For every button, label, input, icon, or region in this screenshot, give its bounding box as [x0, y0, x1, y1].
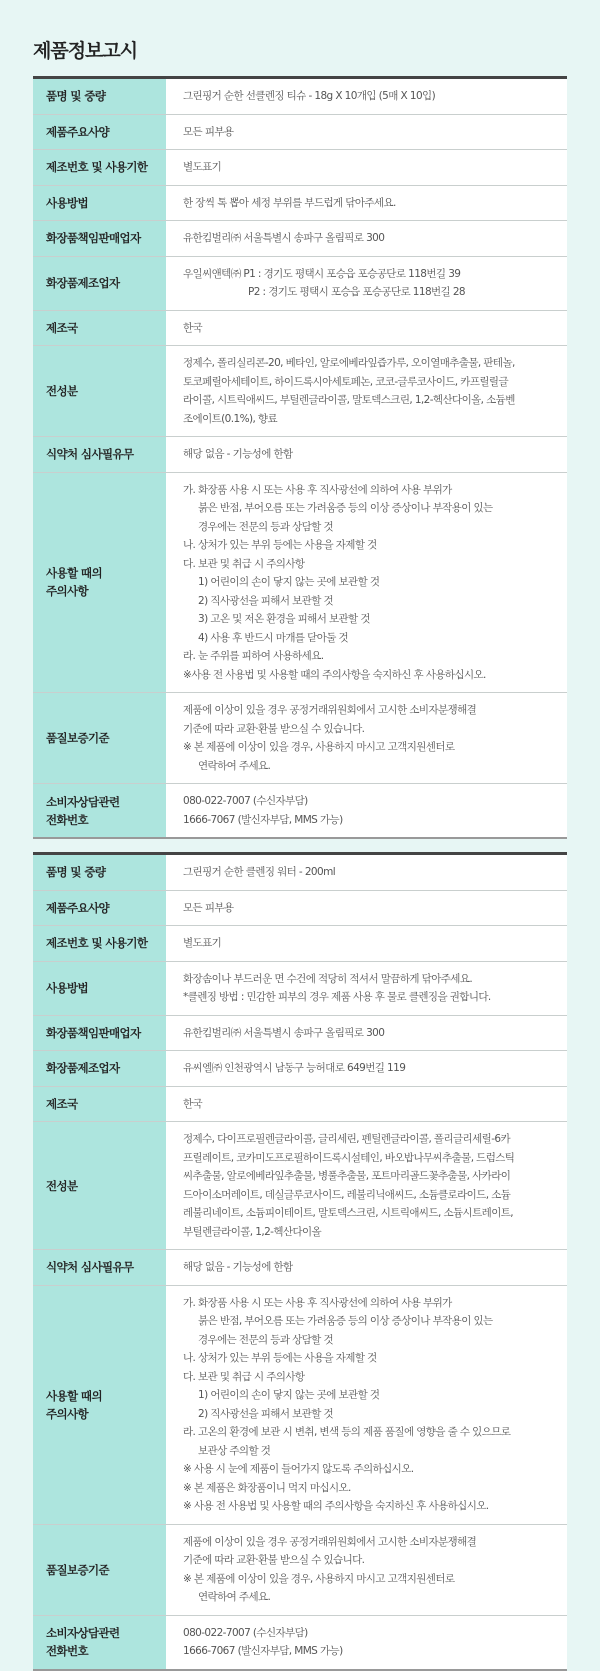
table-row	[33, 961, 567, 1015]
row-value	[166, 1086, 567, 1122]
value-line: 드아이소머레이트, 데실글루코사이드, 레불리닉애씨드, 소듐클로라이드, 소듐	[183, 1188, 511, 1201]
table-row	[33, 854, 567, 891]
table-row	[33, 310, 567, 346]
value-line: 한국	[183, 1097, 203, 1110]
value-line: 모든 피부용	[183, 901, 234, 914]
row-label-line: 주의사항	[46, 1406, 89, 1421]
value-line: 해당 없음 - 기능성에 한함	[183, 1261, 293, 1273]
value-line: 4) 사용 후 반드시 마개를 닫아둘 것	[198, 631, 349, 644]
row-label	[33, 890, 166, 926]
table-row	[33, 693, 567, 784]
value-line: 붉은 반점, 부어오름 또는 가려움증 등의 이상 증상이나 부작용이 있는	[198, 502, 493, 514]
value-line: ※ 사용 전 사용법 및 사용할 때의 주의사항을 숙지하신 후 사용하십시오.	[183, 1500, 489, 1512]
row-value	[166, 784, 567, 839]
value-line: 2) 직사광선을 피해서 보관할 것	[198, 594, 334, 607]
value-line: 유한킴벌리㈜ 서울특별시 송파구 올림픽로 300	[183, 232, 385, 244]
table-row	[33, 472, 567, 693]
row-label-line: 전성분	[46, 384, 78, 398]
row-label-line: 화장품제조업자	[46, 1061, 120, 1076]
value-line: 조에이트(0.1%), 향료	[183, 412, 278, 425]
row-value	[166, 1015, 567, 1051]
row-label-line: 화장품제조업자	[46, 276, 120, 290]
table-row	[33, 1015, 567, 1051]
table-row	[33, 437, 567, 473]
value-line: 2) 직사광선을 피해서 보관할 것	[198, 1407, 334, 1420]
row-label	[33, 114, 166, 150]
table-row	[33, 1524, 567, 1615]
table-row	[33, 926, 567, 962]
value-line: ※ 본 제품에 이상이 있을 경우, 사용하지 마시고 고객지원센터로	[183, 741, 455, 753]
row-label-line: 주의사항	[46, 584, 89, 599]
row-value	[166, 346, 567, 437]
table-row	[33, 1122, 567, 1250]
value-line: 보관상 주의할 것	[198, 1444, 271, 1457]
row-value	[166, 961, 567, 1015]
row-label-line: 제조국	[46, 320, 78, 335]
table-row	[33, 1086, 567, 1122]
value-line: 별도표기	[183, 161, 222, 173]
row-label-line: 식약처 심사필유무	[46, 447, 134, 462]
row-label	[33, 310, 166, 346]
value-line: 그린핑거 순한 클렌징 워터 - 200ml	[183, 866, 336, 878]
row-label	[33, 1051, 166, 1087]
row-label	[33, 1122, 166, 1250]
row-label	[33, 926, 166, 962]
value-line: 붉은 반점, 부어오름 또는 가려움증 등의 이상 증상이나 부작용이 있는	[198, 1315, 493, 1327]
value-line: 라. 고온의 환경에 보관 시 변취, 변색 등의 제품 품질에 영향을 줄 수 있으므로	[183, 1426, 511, 1438]
table-row	[33, 1615, 567, 1670]
row-value	[166, 437, 567, 473]
row-label	[33, 150, 166, 186]
value-line: 그린핑거 순한 선클렌징 티슈 - 18g X 10개입 (5매 X 10입)	[183, 90, 436, 102]
row-label	[33, 221, 166, 257]
value-line: 080-022-7007 (수신자부담)	[183, 1626, 308, 1639]
row-value	[166, 185, 567, 221]
value-line: 연락하여 주세요.	[198, 1591, 271, 1603]
value-line: 라이콜, 시트릭애씨드, 부틸렌글라이콜, 말토덱스크린, 1,2-헥산다이올, 소듐벤	[183, 394, 515, 406]
value-line: 다. 보관 및 취급 시 주의사항	[183, 557, 305, 570]
value-line: 제품에 이상이 있을 경우 공정거래위원회에서 고시한 소비자분쟁해결	[183, 1535, 477, 1548]
product-info-table	[33, 76, 567, 839]
row-value	[166, 854, 567, 891]
row-label-line: 제품주요사양	[46, 900, 110, 915]
row-label	[33, 437, 166, 473]
value-line: 정제수, 폴리실리콘-20, 베타인, 알로에베라잎즙가루, 오이열매추출물, 판테놀,	[183, 357, 515, 369]
product-info-table	[33, 852, 567, 1671]
value-line: 연락하여 주세요.	[198, 759, 271, 772]
row-label	[33, 961, 166, 1015]
value-line: ※ 본 제품은 화장품이니 먹지 마십시오.	[183, 1481, 351, 1494]
row-label-line: 소비자상담관련	[46, 794, 120, 809]
row-value	[166, 256, 567, 310]
row-label-line: 사용할 때의	[46, 566, 102, 581]
row-label-line: 품명 및 중량	[46, 865, 106, 880]
table-row	[33, 346, 567, 437]
row-label	[33, 1615, 166, 1670]
row-label-line: 전화번호	[46, 1644, 89, 1658]
row-label-line: 사용방법	[46, 981, 89, 995]
row-label	[33, 1285, 166, 1524]
row-value	[166, 150, 567, 186]
row-value	[166, 1051, 567, 1087]
row-value	[166, 693, 567, 784]
row-label	[33, 346, 166, 437]
value-line: 레불리네이트, 소듐피이테이트, 말토덱스크린, 시트릭애씨드, 소듐시트레이트,	[183, 1207, 514, 1219]
value-line: 경우에는 전문의 등과 상담할 것	[198, 520, 334, 533]
row-label	[33, 784, 166, 839]
value-line: 다. 보관 및 취급 시 주의사항	[183, 1370, 305, 1383]
table-row	[33, 114, 567, 150]
value-line: 가. 화장품 사용 시 또는 사용 후 직사광선에 의하여 사용 부위가	[183, 483, 452, 496]
row-value	[166, 310, 567, 346]
value-line: 기준에 따라 교환·환불 받으실 수 있습니다.	[183, 1554, 365, 1566]
table-row	[33, 256, 567, 310]
value-line: 3) 고온 및 저온 환경을 피해서 보관할 것	[198, 613, 370, 625]
table-row	[33, 150, 567, 186]
value-line: 한국	[183, 321, 203, 334]
value-line: 한 장씩 톡 뽑아 세정 부위를 부드럽게 닦아주세요.	[183, 196, 396, 209]
row-label-line: 전성분	[46, 1178, 78, 1193]
value-line: 정제수, 다이프로필렌글라이콜, 글리세린, 펜틸렌글라이콜, 폴리글리세릴-6카	[183, 1133, 511, 1145]
table-row	[33, 1285, 567, 1524]
row-label	[33, 1524, 166, 1615]
row-label	[33, 472, 166, 693]
value-line: P2 : 경기도 평택시 포승읍 포승공단로 118번길 28	[248, 286, 466, 298]
value-line: 프릴레이트, 코카미도프로필하이드록시설테인, 바오밥나무씨추출물, 드럼스틱	[183, 1151, 515, 1164]
value-line: 제품에 이상이 있을 경우 공정거래위원회에서 고시한 소비자분쟁해결	[183, 704, 477, 716]
row-value	[166, 78, 567, 115]
value-line: 모든 피부용	[183, 125, 234, 138]
row-label	[33, 693, 166, 784]
value-line: 1) 어린이의 손이 닿지 않는 곳에 보관할 것	[198, 1389, 380, 1401]
row-label-line: 식약처 심사필유무	[46, 1260, 134, 1275]
row-label	[33, 256, 166, 310]
row-value	[166, 1615, 567, 1670]
value-line: ※ 본 제품에 이상이 있을 경우, 사용하지 마시고 고객지원센터로	[183, 1572, 455, 1585]
row-value	[166, 114, 567, 150]
row-label-line: 화장품책임판매업자	[46, 231, 141, 246]
row-label-line: 사용할 때의	[46, 1388, 102, 1403]
value-line: 라. 눈 주위를 피하여 사용하세요.	[183, 650, 324, 662]
value-line: 우일씨앤텍㈜ P1 : 경기도 평택시 포승읍 포승공단로 118번길 39	[183, 267, 461, 280]
value-line: 나. 상처가 있는 부위 등에는 사용을 자제할 것	[183, 539, 377, 551]
value-line: 경우에는 전문의 등과 상담할 것	[198, 1333, 334, 1346]
table-row	[33, 1250, 567, 1286]
row-value	[166, 1122, 567, 1250]
value-line: ※사용 전 사용법 및 사용할 때의 주의사항을 숙지하신 후 사용하십시오.	[183, 668, 486, 681]
row-label-line: 품질보증기준	[46, 1562, 110, 1577]
value-line: 유씨엘㈜ 인천광역시 남동구 능허대로 649번길 119	[183, 1062, 406, 1074]
row-value	[166, 1250, 567, 1286]
value-line: 유한킴벌리㈜ 서울특별시 송파구 올림픽로 300	[183, 1026, 385, 1039]
table-row	[33, 78, 567, 115]
value-line: 나. 상처가 있는 부위 등에는 사용을 자제할 것	[183, 1352, 377, 1364]
row-label	[33, 78, 166, 115]
value-line: 1666-7067 (발신자부담, MMS 가능)	[183, 1645, 343, 1657]
value-line: 080-022-7007 (수신자부담)	[183, 795, 308, 807]
value-line: 화장솜이나 부드러운 면 수건에 적당히 적셔서 말끔하게 닦아주세요.	[183, 972, 473, 985]
table-row	[33, 185, 567, 221]
value-line: 해당 없음 - 기능성에 한함	[183, 448, 293, 460]
value-line: 씨추출물, 알로에베라잎추출물, 병풀추출물, 포트마리골드꽃추출물, 사카라이	[183, 1170, 511, 1182]
table-row	[33, 1051, 567, 1087]
row-label-line: 제품주요사양	[46, 124, 110, 139]
row-value	[166, 221, 567, 257]
table-row	[33, 221, 567, 257]
row-label-line: 화장품책임판매업자	[46, 1025, 141, 1040]
value-line: 별도표기	[183, 937, 222, 949]
row-label	[33, 1015, 166, 1051]
value-line: 부틸렌글라이콜, 1,2-헥산다이올	[183, 1225, 322, 1238]
row-label-line: 사용방법	[46, 195, 89, 210]
row-label	[33, 185, 166, 221]
tables-container	[33, 76, 567, 1671]
row-value	[166, 926, 567, 962]
row-label-line: 제조번호 및 사용기한	[46, 160, 148, 175]
row-label-line: 전화번호	[46, 812, 89, 827]
row-label-line: 제조국	[46, 1096, 78, 1111]
row-label	[33, 854, 166, 891]
page-title: 제품정보고시	[33, 40, 138, 62]
row-label-line: 품명 및 중량	[46, 89, 106, 104]
row-label-line: 소비자상담관련	[46, 1626, 120, 1640]
value-line: 기준에 따라 교환·환불 받으실 수 있습니다.	[183, 722, 365, 735]
row-label	[33, 1250, 166, 1286]
row-value	[166, 1524, 567, 1615]
row-label-line: 제조번호 및 사용기한	[46, 936, 148, 951]
value-line: 1666-7067 (발신자부담, MMS 가능)	[183, 813, 343, 826]
value-line: 가. 화장품 사용 시 또는 사용 후 직사광선에 의하여 사용 부위가	[183, 1296, 452, 1309]
table-row	[33, 890, 567, 926]
row-value	[166, 472, 567, 693]
table-row	[33, 784, 567, 839]
value-line: 1) 어린이의 손이 닿지 않는 곳에 보관할 것	[198, 576, 380, 588]
row-value	[166, 1285, 567, 1524]
row-label-line: 품질보증기준	[46, 731, 110, 745]
row-value	[166, 890, 567, 926]
value-line: ※ 사용 시 눈에 제품이 들어가지 않도록 주의하십시오.	[183, 1463, 414, 1475]
row-label	[33, 1086, 166, 1122]
value-line: 토코페릴아세테이트, 하이드록시아세토페논, 코코-글루코사이드, 카프릴릴글	[183, 375, 508, 388]
value-line: *클렌징 방법 : 민감한 피부의 경우 제품 사용 후 물로 클렌징을 권합니다.	[183, 991, 491, 1003]
